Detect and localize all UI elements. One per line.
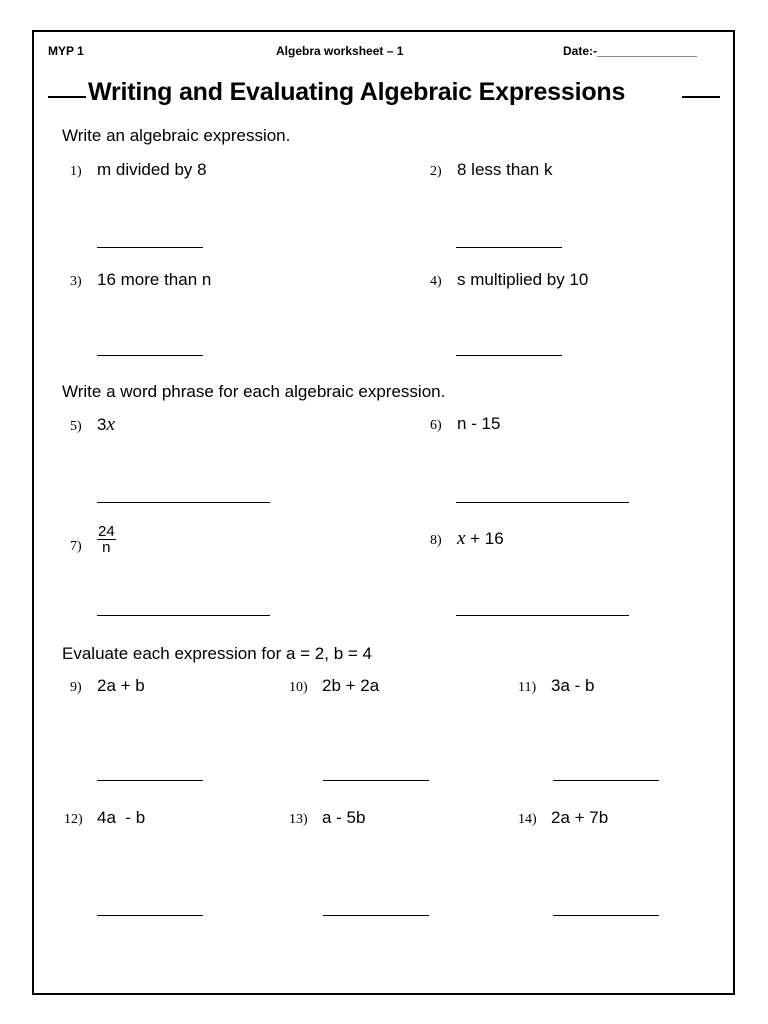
fraction <box>97 524 116 555</box>
question-2 <box>430 160 552 180</box>
question-number: 5) <box>70 419 82 434</box>
question-number: 9) <box>70 680 82 695</box>
question-number: 4) <box>430 274 442 289</box>
page-title: Writing and Evaluating Algebraic Expressions <box>88 78 626 106</box>
question-text: 2a + b <box>97 676 145 695</box>
question-number: 2) <box>430 164 442 179</box>
question-number: 13) <box>289 812 308 827</box>
question-1 <box>70 160 207 180</box>
question-4 <box>430 270 588 290</box>
answer-line-9[interactable] <box>97 780 203 781</box>
question-number: 8) <box>430 533 442 548</box>
question-text: + 16 <box>465 529 504 548</box>
section-3-instruction: Evaluate each expression for a = 2, b = 4 <box>62 644 372 663</box>
question-variable: x <box>106 414 115 435</box>
question-number: 12) <box>64 812 83 827</box>
date-field: Date:-_______________ <box>563 44 698 58</box>
question-text: 8 less than k <box>457 160 553 179</box>
answer-line-2[interactable] <box>456 247 562 248</box>
answer-line-4[interactable] <box>456 355 562 356</box>
question-12 <box>64 808 145 828</box>
question-text: s multiplied by 10 <box>457 270 589 289</box>
question-number: 7) <box>70 538 82 554</box>
question-number: 6) <box>430 418 442 433</box>
answer-line-7[interactable] <box>97 615 270 616</box>
answer-line-5[interactable] <box>97 502 270 503</box>
question-text: 16 more than n <box>97 270 212 289</box>
answer-line-1[interactable] <box>97 247 203 248</box>
question-5 <box>70 414 115 436</box>
question-text: 3a - b <box>551 676 595 695</box>
section-2-instruction: Write a word phrase for each algebraic expression. <box>62 382 446 401</box>
question-9 <box>70 676 145 696</box>
question-variable: x <box>457 528 466 549</box>
answer-line-14[interactable] <box>553 915 659 916</box>
question-number: 1) <box>70 164 82 179</box>
title-rule-right <box>682 96 720 98</box>
question-number: 11) <box>518 680 537 695</box>
course-label: MYP 1 <box>48 44 84 58</box>
question-text: 2a + 7b <box>551 808 609 827</box>
answer-line-3[interactable] <box>97 355 203 356</box>
title-block <box>48 78 720 112</box>
question-text: n - 15 <box>457 414 501 433</box>
question-7 <box>70 523 116 561</box>
question-number: 14) <box>518 812 537 827</box>
answer-line-6[interactable] <box>456 502 629 503</box>
question-10 <box>289 676 379 696</box>
worksheet-label: Algebra worksheet – 1 <box>276 44 404 58</box>
question-text: 2b + 2a <box>322 676 380 695</box>
fraction-denominator: n <box>102 539 111 556</box>
question-14 <box>518 808 608 828</box>
question-11 <box>518 676 594 696</box>
question-3 <box>70 270 211 290</box>
fraction-numerator: 24 <box>98 523 115 540</box>
question-coefficient: 3 <box>97 415 107 434</box>
answer-line-11[interactable] <box>553 780 659 781</box>
answer-line-10[interactable] <box>323 780 429 781</box>
title-rule-left <box>48 96 86 98</box>
question-text: 4a - b <box>97 808 146 827</box>
question-13 <box>289 808 365 828</box>
answer-line-12[interactable] <box>97 915 203 916</box>
question-text: m divided by 8 <box>97 160 207 179</box>
question-8 <box>430 528 504 550</box>
question-number: 10) <box>289 680 308 695</box>
question-text: a - 5b <box>322 808 366 827</box>
answer-line-8[interactable] <box>456 615 629 616</box>
question-number: 3) <box>70 274 82 289</box>
answer-line-13[interactable] <box>323 915 429 916</box>
section-1-instruction: Write an algebraic expression. <box>62 126 291 145</box>
question-6 <box>430 414 500 434</box>
